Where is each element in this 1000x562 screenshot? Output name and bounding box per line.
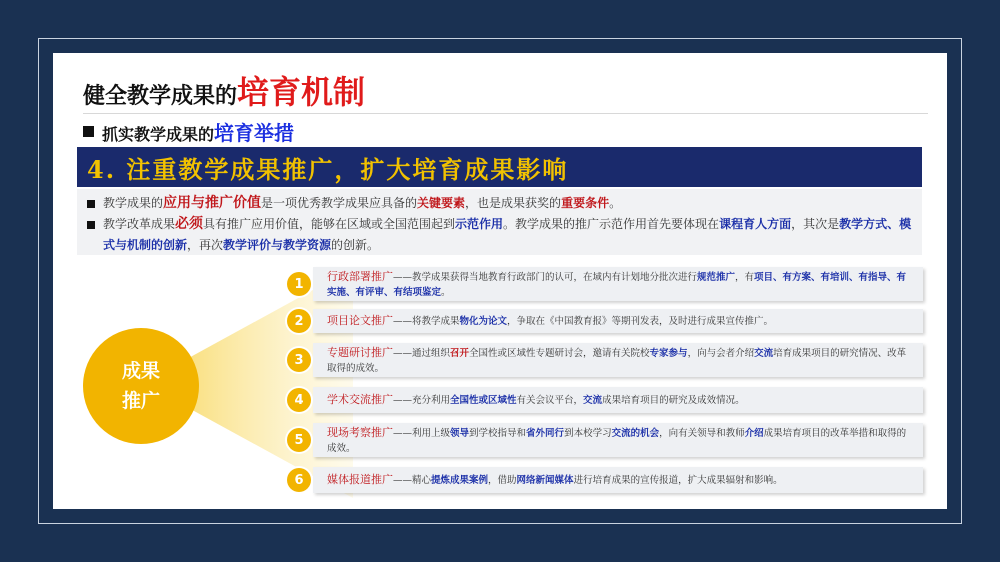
item-title: 现场考察推广 xyxy=(327,426,393,439)
item-highlight: 规范推广 xyxy=(697,272,736,283)
intro-paragraphs xyxy=(77,189,922,255)
item-title: 学术交流推广 xyxy=(327,393,393,406)
paragraph-1 xyxy=(87,193,912,214)
item-text: 充分利用 xyxy=(412,395,451,406)
item-number-badge: 2 xyxy=(287,309,311,333)
item-text: 成果培育项目的改革举措和取得的成效。 xyxy=(327,428,907,454)
item-highlight: 专家参与 xyxy=(649,348,688,359)
item-highlight: 领导 xyxy=(450,428,470,439)
item-highlight: 交流的机会 xyxy=(611,428,660,439)
center-line-1: 成果 xyxy=(121,360,160,382)
page-title xyxy=(83,67,365,111)
item-bar xyxy=(313,423,923,457)
item-bar xyxy=(313,467,923,493)
item-title: 项目论文推广 xyxy=(327,314,393,327)
p1-highlight-value: 应用与推广价值 xyxy=(163,195,262,211)
p1-text-a: 教学成果的 xyxy=(103,196,164,210)
item-dash: —— xyxy=(393,316,412,327)
item-dash: —— xyxy=(393,348,412,359)
p2-highlight-must: 必须 xyxy=(175,216,204,232)
item-highlight: 介绍 xyxy=(744,428,764,439)
item-number-badge: 5 xyxy=(287,428,311,452)
item-text: 成果培育项目的研究及成效情况。 xyxy=(602,395,745,406)
item-highlight: 交流 xyxy=(754,348,774,359)
item-dash: —— xyxy=(393,428,412,439)
item-number-badge: 1 xyxy=(287,272,311,296)
item-bar xyxy=(313,309,923,333)
square-bullet-icon xyxy=(87,200,95,208)
item-text: 。 xyxy=(441,287,451,298)
square-bullet-icon xyxy=(87,221,95,229)
p2-highlight-course: 课程育人方面 xyxy=(719,217,792,231)
list-item xyxy=(283,267,923,301)
item-text: 培育成果项目的研究情况、改革取得的成效。 xyxy=(327,348,907,374)
item-text: 精心 xyxy=(412,475,432,486)
section-banner: 4. 注重教学成果推广，扩大培育成果影响 xyxy=(77,147,922,187)
list-item xyxy=(283,309,923,333)
paragraph-2 xyxy=(87,214,912,256)
p2-text-c: 具有推广应用价值，能够在区域或全国范围起到 xyxy=(203,217,456,231)
title-highlight: 培育机制 xyxy=(237,73,366,111)
item-highlight: 提炼成果案例 xyxy=(431,475,489,486)
item-highlight: 项目、有方案、有培训、有指导、有实施、有评审、有结项鉴定 xyxy=(327,272,907,298)
item-text: 教学成果获得当地教育行政部门的认可，在域内有计划地分批次进行 xyxy=(412,272,698,283)
item-dash: —— xyxy=(393,475,412,486)
subtitle-highlight: 培育举措 xyxy=(214,121,295,145)
item-highlight: 网络新闻媒体 xyxy=(516,475,574,486)
item-text: 到学校指导和 xyxy=(469,428,527,439)
item-number-badge: 3 xyxy=(287,348,311,372)
item-text: 到本校学习 xyxy=(564,428,612,439)
item-text: ，向与会者介绍 xyxy=(687,348,755,359)
list-item xyxy=(283,343,923,377)
p2-text-a: 教学改革成果 xyxy=(103,217,176,231)
list-item xyxy=(283,387,923,413)
center-line-2: 推广 xyxy=(121,390,160,412)
subtitle-plain: 抓实教学成果的 xyxy=(102,125,215,144)
p1-highlight-key: 关键要素 xyxy=(417,196,466,210)
item-number-badge: 4 xyxy=(287,388,311,412)
p2-text-e: 。教学成果的推广示范作用首先要体现在 xyxy=(503,217,720,231)
item-text: ，争取在《中国教育报》等期刊发表，及时进行成果宣传推广。 xyxy=(507,316,774,327)
p1-text-c: 是一项优秀教学成果应具备的 xyxy=(261,196,418,210)
center-circle xyxy=(83,328,199,444)
p2-text-g: ，其次是 xyxy=(791,217,840,231)
subtitle xyxy=(83,117,294,145)
item-bar xyxy=(313,267,923,301)
p2-highlight-method: 教学方式、模式与机制的创新 xyxy=(103,217,912,252)
item-title: 媒体报道推广 xyxy=(327,473,393,486)
square-bullet-icon xyxy=(83,126,94,137)
title-plain: 健全教学成果的 xyxy=(83,84,238,109)
item-highlight: 物化为论文 xyxy=(459,316,508,327)
list-item xyxy=(283,467,923,493)
item-text: 全国性或区域性专题研讨会，邀请有关院校 xyxy=(469,348,650,359)
item-bar xyxy=(313,387,923,413)
title-divider xyxy=(83,113,928,114)
item-highlight: 省外同行 xyxy=(526,428,565,439)
item-text: 利用上级 xyxy=(412,428,451,439)
p2-text-i: ，再次 xyxy=(187,238,224,252)
item-text: ，向有关领导和教师 xyxy=(659,428,745,439)
p1-highlight-condition: 重要条件 xyxy=(561,196,610,210)
slide xyxy=(53,53,947,509)
item-text: ，借助 xyxy=(488,475,517,486)
item-dash: —— xyxy=(393,272,412,283)
item-highlight: 全国性或区域性 xyxy=(450,395,517,406)
p2-text-k: 的创新。 xyxy=(331,238,380,252)
item-bar xyxy=(313,343,923,377)
list-item xyxy=(283,423,923,457)
p1-text-e: ，也是成果获奖的 xyxy=(465,196,562,210)
item-title: 专题研讨推广 xyxy=(327,346,393,359)
item-text: 将教学成果 xyxy=(412,316,460,327)
item-highlight: 交流 xyxy=(583,395,603,406)
item-text: 通过组织 xyxy=(412,348,451,359)
item-title: 行政部署推广 xyxy=(327,270,393,283)
item-highlight: 召开 xyxy=(450,348,470,359)
item-text: 有关会议平台， xyxy=(516,395,584,406)
p2-highlight-eval: 教学评价与教学资源 xyxy=(223,238,332,252)
item-text: 进行培育成果的宣传报道，扩大成果辐射和影响。 xyxy=(573,475,783,486)
p1-text-g: 。 xyxy=(609,196,622,210)
item-dash: —— xyxy=(393,395,412,406)
p2-highlight-demo: 示范作用 xyxy=(455,217,504,231)
item-number-badge: 6 xyxy=(287,468,311,492)
item-text: ，有 xyxy=(735,272,755,283)
